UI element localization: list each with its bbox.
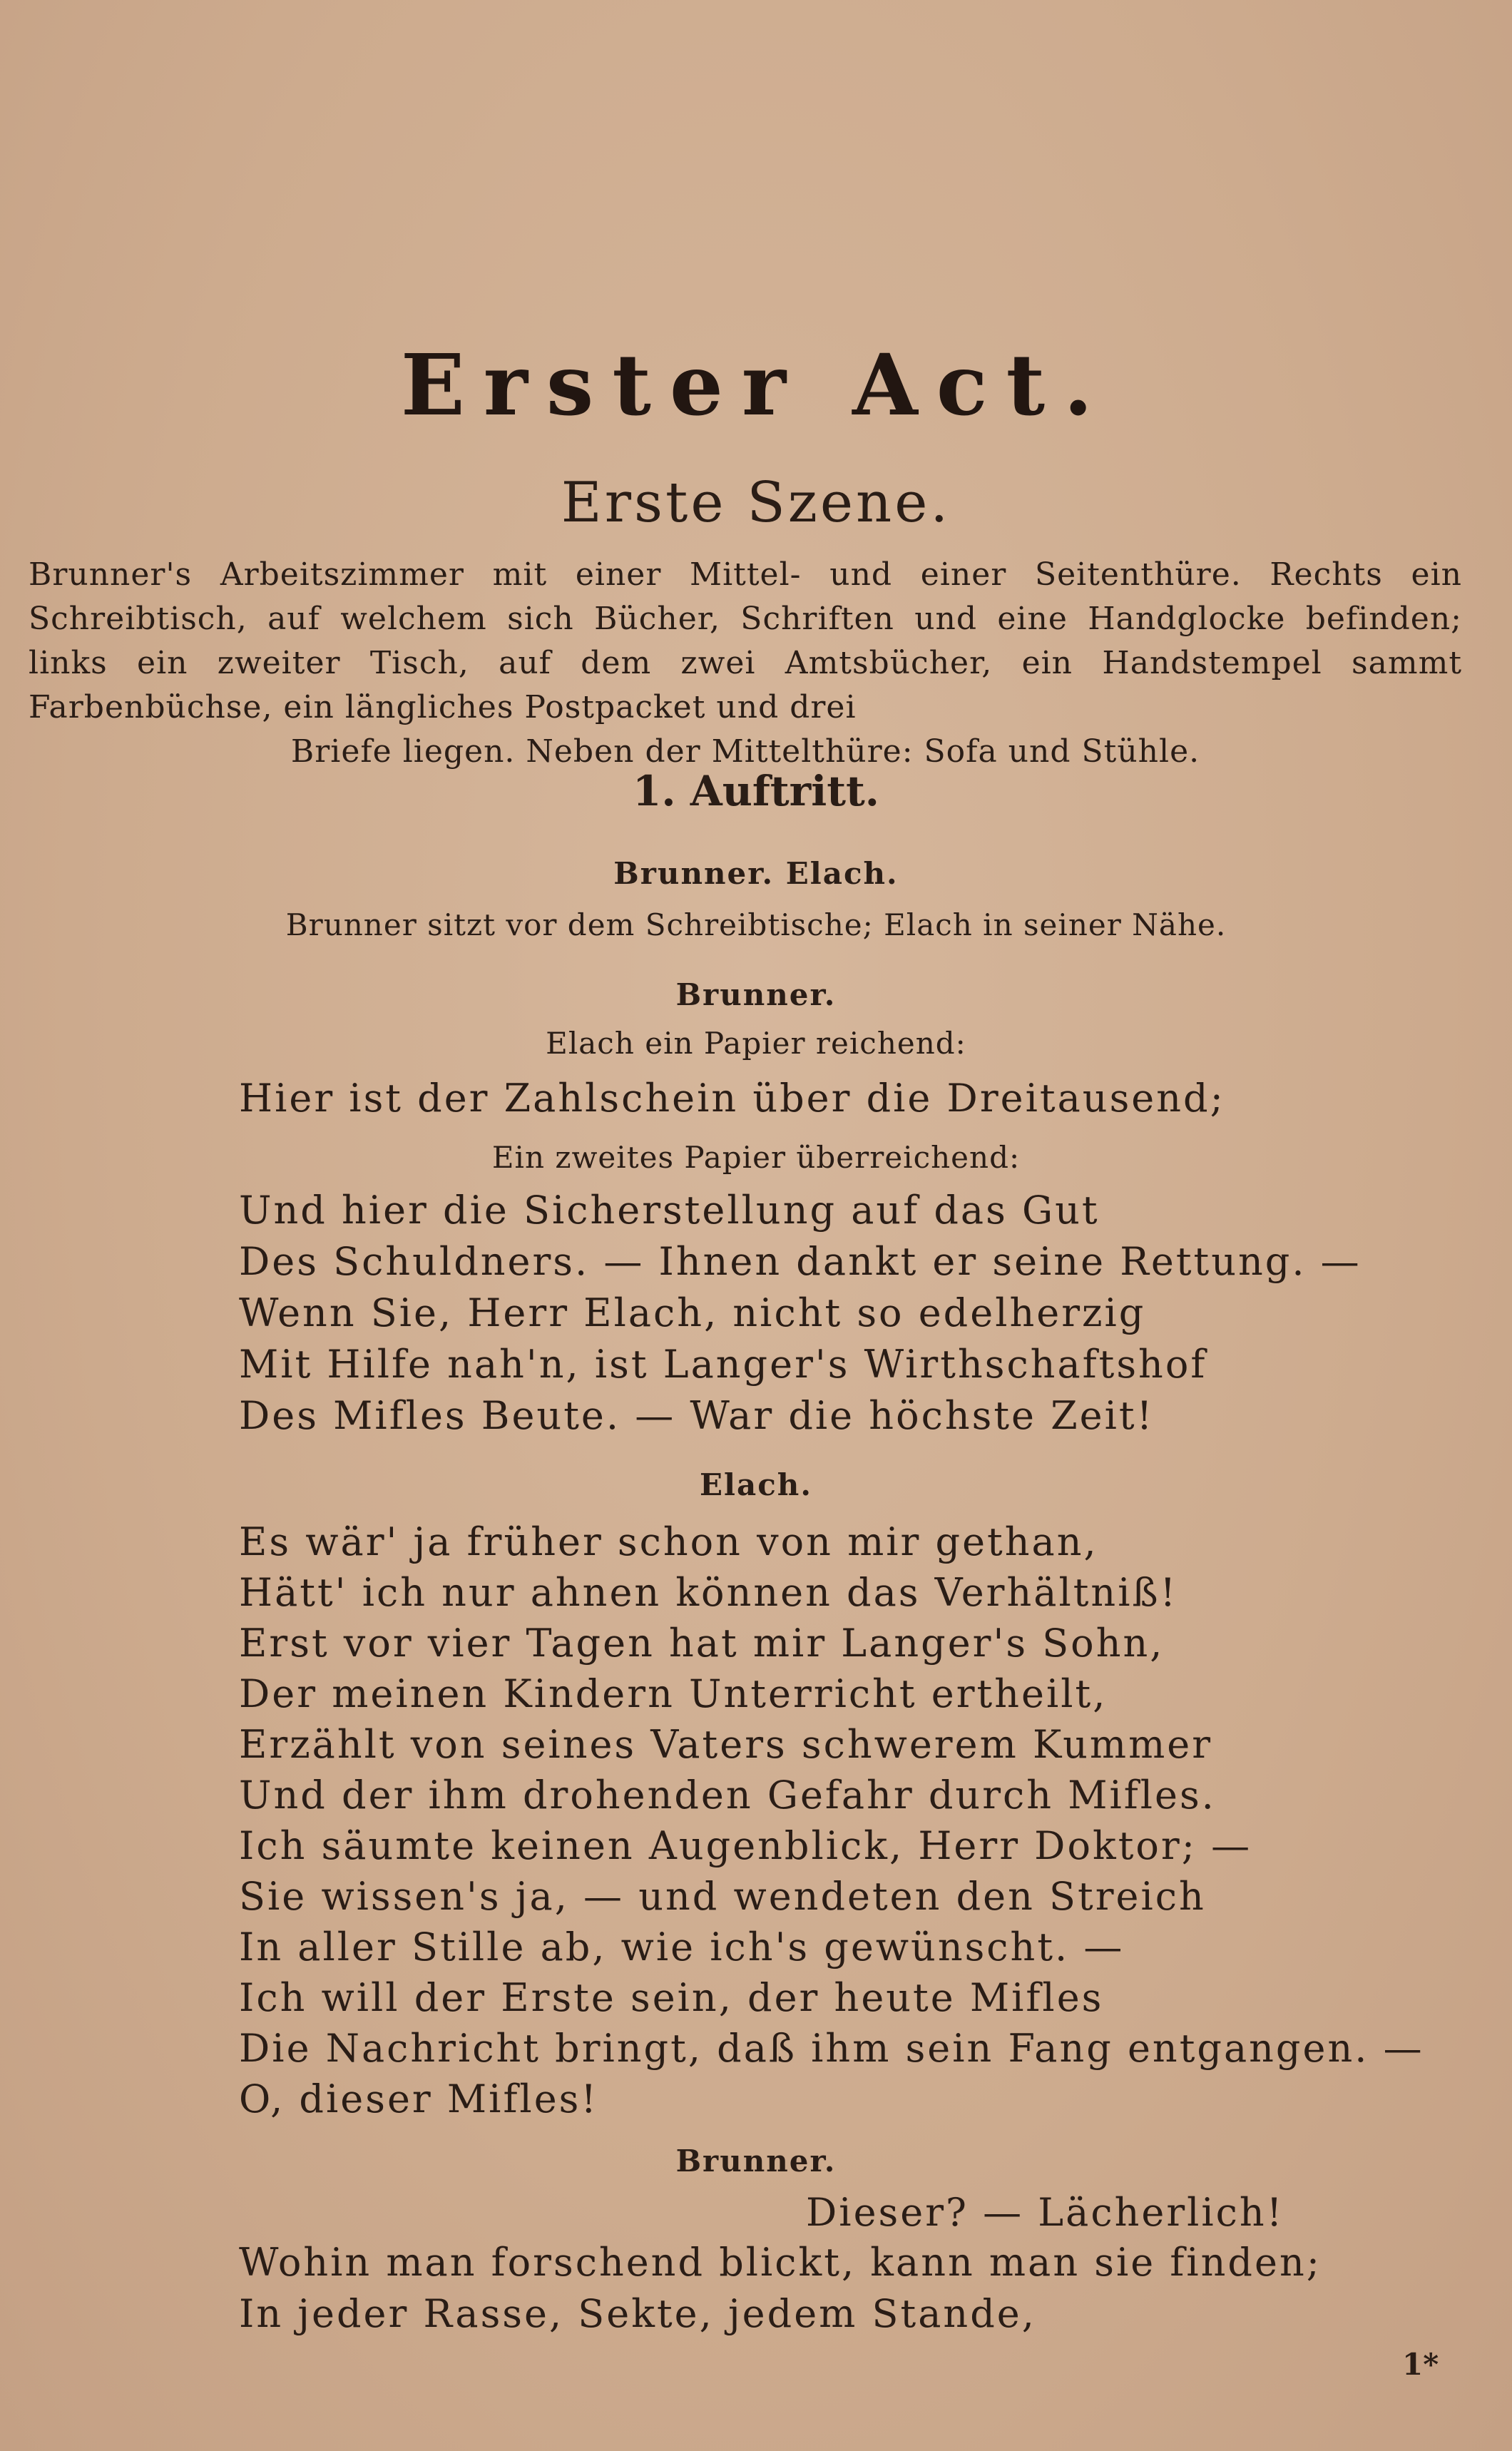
verse-line: Ich säumte keinen Augenblick, Herr Doktor; — xyxy=(239,1823,1252,1868)
speaker-name: Brunner. xyxy=(675,977,837,1012)
verse-line: Mit Hilfe nah'n, ist Langer's Wirthschaftshof xyxy=(239,1342,1207,1387)
setting-last-line: Briefe liegen. Neben der Mittelthüre: Sofa und Stühle. xyxy=(290,733,1200,770)
speaker-name: Brunner. xyxy=(675,2144,837,2179)
verse-line: Des Mifles Beute. — War die höchste Zeit! xyxy=(239,1393,1155,1438)
auftritt-heading: 1. Auftritt. xyxy=(632,767,880,815)
act-title: Erster Act. xyxy=(400,335,1112,434)
verse-line: Des Schuldners. — Ihnen dankt er seine Rettung. — xyxy=(239,1239,1362,1284)
verse-line: Hätt' ich nur ahnen können das Verhältniß! xyxy=(239,1570,1178,1615)
setting-description xyxy=(29,553,1462,774)
speaker-name: Elach. xyxy=(700,1467,812,1502)
verse-line: In jeder Rasse, Sekte, jedem Stande, xyxy=(239,2291,1036,2336)
scene-title: Erste Szene. xyxy=(561,471,951,535)
setting-text: Brunner's Arbeitszimmer mit einer Mittel- und einer Seitenthüre. Rechts ein Schreibtisch, auf welchem sich Bücher, Schriften und eine Handglocke befinden; links ein zweiter Tisch, auf dem zwei Amtsbücher, ein Handstempel sammt Farbenbüchse, ein längliches Postpacket und drei xyxy=(29,556,1462,725)
verse-line: O, dieser Mifles! xyxy=(239,2077,599,2121)
stage-direction: Brunner sitzt vor dem Schreibtische; Elach in seiner Nähe. xyxy=(285,907,1227,942)
verse-line: Sie wissen's ja, — und wendeten den Streich xyxy=(239,1874,1206,1919)
verse-line: In aller Stille ab, wie ich's gewünscht. — xyxy=(239,1925,1125,1970)
verse-line: Erzählt von seines Vaters schwerem Kummer xyxy=(239,1722,1213,1767)
verse-line: Und hier die Sicherstellung auf das Gut xyxy=(239,1188,1100,1233)
persons-list: Brunner. Elach. xyxy=(613,856,899,891)
verse-line: Der meinen Kindern Unterricht ertheilt, xyxy=(239,1671,1108,1716)
verse-line: Hier ist der Zahlschein über die Dreitausend; xyxy=(239,1076,1225,1121)
verse-line: Ich will der Erste sein, der heute Mifles xyxy=(239,1975,1104,2020)
verse-line: Wenn Sie, Herr Elach, nicht so edelherzig xyxy=(239,1290,1146,1335)
verse-line: Und der ihm drohenden Gefahr durch Mifles. xyxy=(239,1773,1216,1818)
verse-line-indented: Dieser? — Lächerlich! xyxy=(806,2190,1284,2235)
verse-line: Wohin man forschend blickt, kann man sie finden; xyxy=(239,2240,1322,2285)
verse-line: Es wär' ja früher schon von mir gethan, xyxy=(239,1519,1098,1564)
stage-direction: Ein zweites Papier überreichend: xyxy=(491,1140,1021,1175)
verse-line: Erst vor vier Tagen hat mir Langer's Sohn, xyxy=(239,1621,1165,1666)
verse-line: Die Nachricht bringt, daß ihm sein Fang entgangen. — xyxy=(239,2026,1424,2071)
stage-direction: Elach ein Papier reichend: xyxy=(546,1026,966,1061)
page-number: 1* xyxy=(1402,2347,1439,2382)
